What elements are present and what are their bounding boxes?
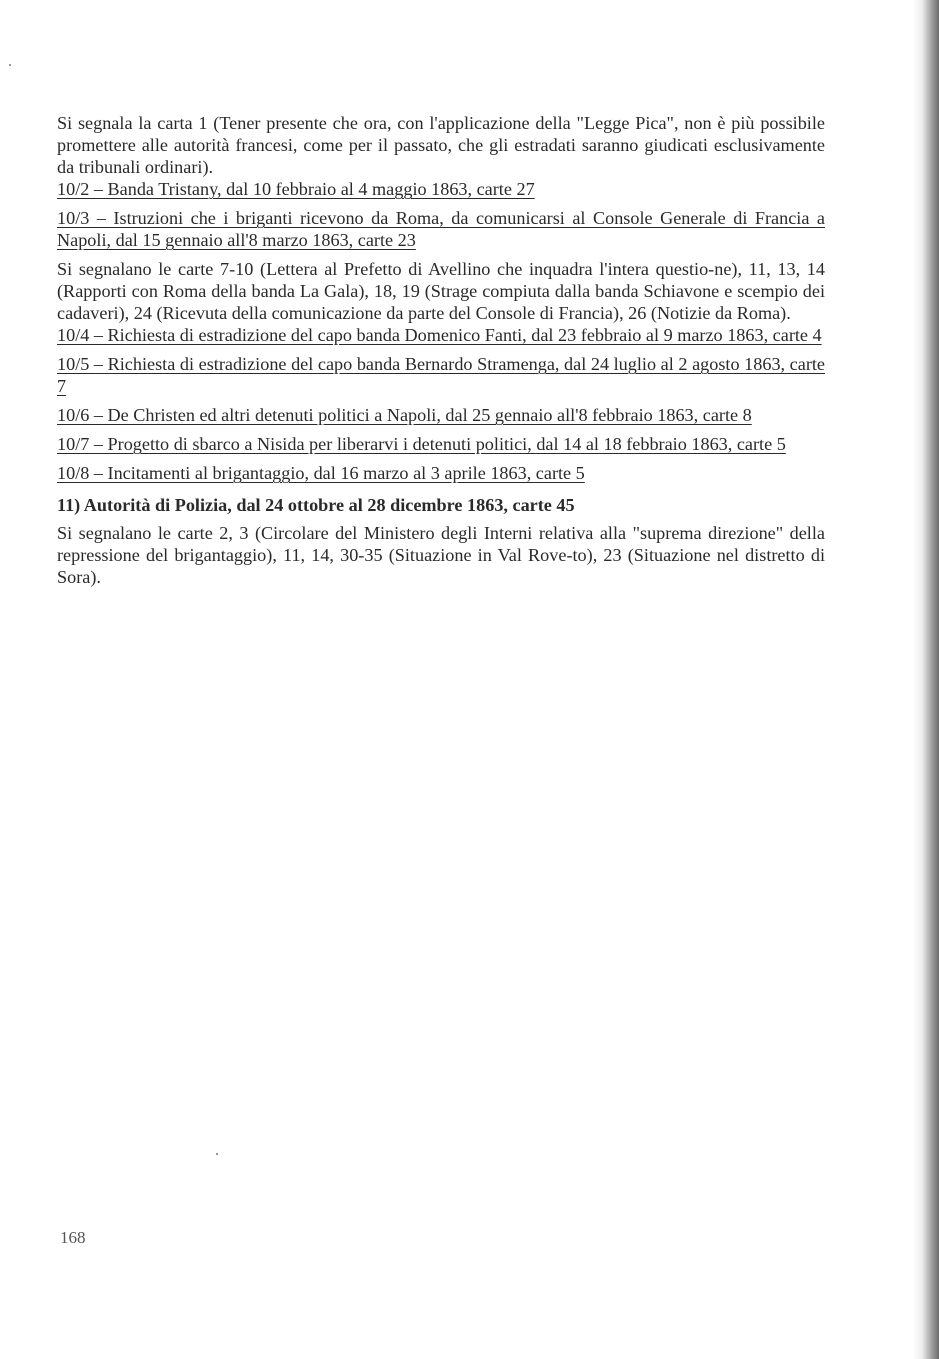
- speck-mark: [216, 1153, 218, 1155]
- paragraph-note: Si segnala la carta 1 (Tener presente che ora, con l'applicazione della "Legge Pica", non è più possibile promettere alle autorità francesi, come per il passato, che gli estradati saranno giudicati esclusivamente da tribunali ordinari).: [57, 113, 825, 177]
- page-number: 168: [60, 1228, 86, 1247]
- archive-entry-10-2: 10/2 – Banda Tristany, dal 10 febbraio al 4 maggio 1863, carte 27: [57, 179, 535, 199]
- paragraph-note: Si segnalano le carte 2, 3 (Circolare del Ministero degli Interni relativa alla "suprema direzione" della repressione del brigantaggio), 11, 14, 30-35 (Situazione in Val Rove-to), 23 (Situazione nel distretto di Sora).: [57, 523, 825, 587]
- speck-mark: [9, 64, 11, 66]
- archive-entry-10-4: 10/4 – Richiesta di estradizione del capo banda Domenico Fanti, dal 23 febbraio al 9 marzo 1863, carte 4: [57, 325, 822, 345]
- page-edge-shadow: [913, 0, 939, 1359]
- paragraph-note: Si segnalano le carte 7-10 (Lettera al Prefetto di Avellino che inquadra l'intera questio-ne), 11, 13, 14 (Rapporti con Roma della banda La Gala), 18, 19 (Strage compiuta dalla banda Schiavone e scempio dei cadaveri), 24 (Ricevuta della comunicazione da parte del Console di Francia), 26 (Notizie da Roma).: [57, 259, 825, 323]
- archive-entry-10-6: 10/6 – De Christen ed altri detenuti politici a Napoli, dal 25 gennaio all'8 febbraio 1863, carte 8: [57, 405, 752, 425]
- archive-entry-10-8: 10/8 – Incitamenti al brigantaggio, dal 16 marzo al 3 aprile 1863, carte 5: [57, 463, 585, 483]
- archive-entry-10-3: 10/3 – Istruzioni che i briganti ricevono da Roma, da comunicarsi al Console Generale di Francia a Napoli, dal 15 gennaio all'8 marzo 1863, carte 23: [57, 208, 825, 250]
- page-body: [57, 112, 825, 588]
- archive-entry-10-7: 10/7 – Progetto di sbarco a Nisida per liberarvi i detenuti politici, dal 14 al 18 febbraio 1863, carte 5: [57, 434, 786, 454]
- archive-entry-10-5: 10/5 – Richiesta di estradizione del capo banda Bernardo Stramenga, dal 24 luglio al 2 agosto 1863, carte 7: [57, 354, 825, 396]
- section-heading: 11) Autorità di Polizia, dal 24 ottobre al 28 dicembre 1863, carte 45: [57, 495, 575, 515]
